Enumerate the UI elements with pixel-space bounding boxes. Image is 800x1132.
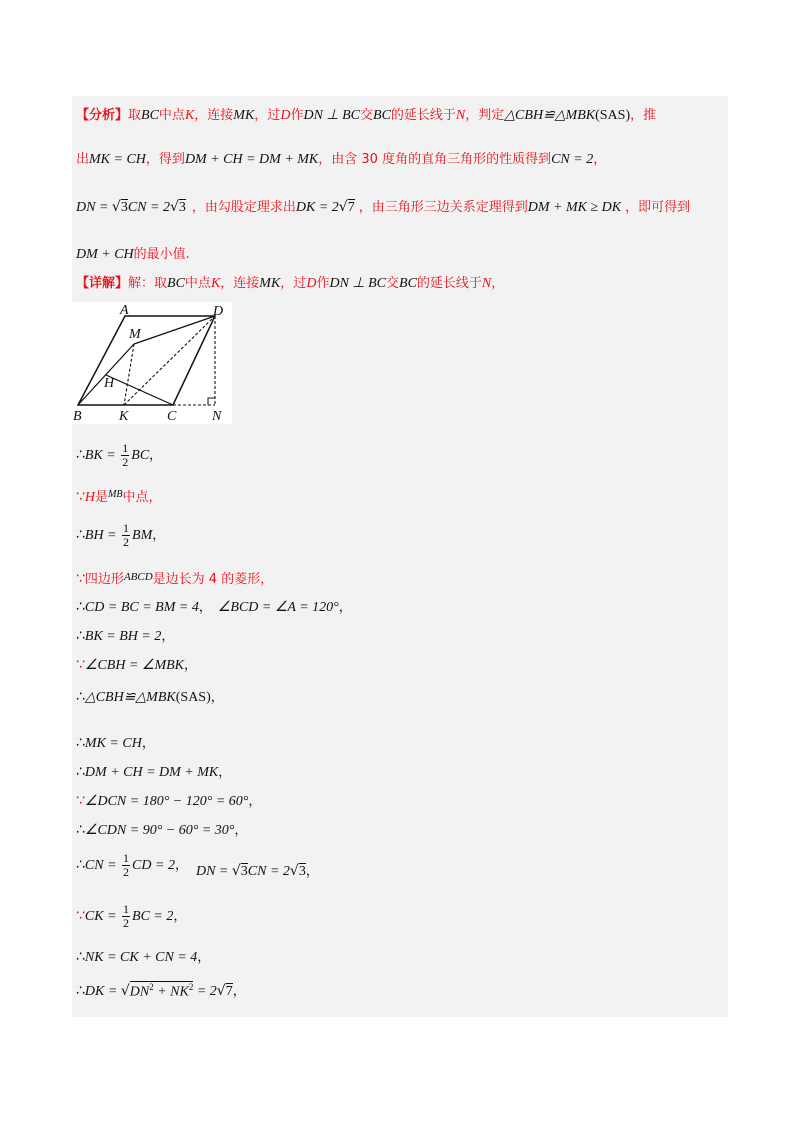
detail-line-1 xyxy=(76,272,504,292)
math: MK = CH xyxy=(84,736,142,751)
text: ，连接 xyxy=(220,276,260,291)
math: + NK xyxy=(153,984,189,999)
math: DM + CH = DM + MK xyxy=(184,152,319,167)
text: 的延长线于 xyxy=(390,108,456,123)
step-2 xyxy=(76,486,162,506)
math: BC xyxy=(141,108,159,123)
label-c: C xyxy=(167,409,177,424)
step-7 xyxy=(76,654,197,674)
denominator: 2 xyxy=(123,535,130,549)
step-3 xyxy=(76,522,165,549)
analysis-line-2 xyxy=(76,148,606,168)
text: 作 xyxy=(316,276,330,291)
label-k: K xyxy=(119,409,129,424)
text: ，判定 xyxy=(465,108,505,123)
label-d: D xyxy=(213,304,224,319)
punct: ， xyxy=(152,528,166,543)
math: DK = xyxy=(84,984,121,999)
step-14 xyxy=(76,903,186,930)
analysis-line-4 xyxy=(76,243,190,263)
therefore-symbol: ∴ xyxy=(76,983,85,999)
therefore-symbol: ∴ xyxy=(76,628,85,644)
math: DN ⊥ BC xyxy=(303,108,360,123)
text: 的最小值. xyxy=(133,247,190,262)
math: NK = CK + CN = 4 xyxy=(84,950,198,965)
math: H xyxy=(84,490,96,505)
math: D xyxy=(306,276,317,291)
math: △CBH≌△MBK xyxy=(84,690,176,705)
math: MB xyxy=(108,489,123,500)
math: 3 xyxy=(240,864,248,879)
rhombus-figure xyxy=(72,302,232,424)
therefore-symbol: ∴ xyxy=(76,822,85,838)
analysis-line-3: DN = √3CN = 2√3 ，由勾股定理求出DK = 2√7 ，由三角形三边关系定理得到DM + MK ≥ DK ，即可得到 xyxy=(76,199,691,215)
math: CK = xyxy=(84,909,121,924)
because-symbol: ∵ xyxy=(76,571,85,587)
math: CN = xyxy=(84,858,121,873)
text: ， xyxy=(593,152,607,167)
punct: ， xyxy=(305,864,319,879)
text: 交 xyxy=(360,108,374,123)
punct: ， xyxy=(161,629,175,644)
math: DN ⊥ BC xyxy=(329,276,386,291)
denominator: 2 xyxy=(122,455,129,469)
math: DM + MK ≥ DK xyxy=(527,200,622,215)
text: 是边长为 4 的菱形， xyxy=(152,572,274,587)
therefore-symbol: ∴ xyxy=(76,857,85,873)
math: DM + CH = DM + MK xyxy=(84,765,219,780)
punct: ， xyxy=(232,984,246,999)
math: DK = 2 xyxy=(295,200,339,215)
math: ∠DCN = 180° − 120° = 60° xyxy=(84,794,249,809)
because-symbol: ∵ xyxy=(76,657,85,673)
text: 出 xyxy=(76,152,90,167)
math: BK = xyxy=(84,448,120,463)
math: BH = xyxy=(84,528,121,543)
therefore-symbol: ∴ xyxy=(76,764,85,780)
step-4 xyxy=(76,568,273,587)
detail-tag: 【详解】 xyxy=(76,276,129,291)
label-h: H xyxy=(104,376,115,391)
denominator: 2 xyxy=(123,865,130,879)
fraction xyxy=(122,522,130,549)
step-1 xyxy=(76,442,162,469)
text: 交 xyxy=(386,276,400,291)
punct: ， xyxy=(248,794,262,809)
math: BK = BH = 2 xyxy=(84,629,162,644)
text: ， xyxy=(491,276,505,291)
numerator: 1 xyxy=(123,851,130,865)
math: 7 xyxy=(225,984,233,999)
step-9 xyxy=(76,732,155,752)
math: ABCD xyxy=(123,571,153,583)
punct: ， xyxy=(198,600,212,615)
therefore-symbol: ∴ xyxy=(76,527,85,543)
text: 中点 xyxy=(158,108,185,123)
text: ，由勾股定理求出 xyxy=(191,200,296,215)
math: 3 xyxy=(120,200,128,215)
punct: ， xyxy=(234,823,248,838)
fraction xyxy=(122,903,130,930)
text: ，连接 xyxy=(194,108,234,123)
text: 中点， xyxy=(122,490,162,505)
text: ，由三角形三边关系定理得到 xyxy=(358,200,528,215)
therefore-symbol: ∴ xyxy=(76,447,85,463)
therefore-symbol: ∴ xyxy=(76,949,85,965)
punct: ， xyxy=(173,909,187,924)
math: BM xyxy=(132,528,153,543)
step-15 xyxy=(76,946,210,966)
label-b: B xyxy=(73,409,82,424)
numerator: 1 xyxy=(123,521,130,535)
punct: ， xyxy=(149,448,163,463)
math: BC xyxy=(131,448,150,463)
text: 解：取 xyxy=(128,276,168,291)
denominator: 2 xyxy=(123,916,130,930)
math: 2 xyxy=(188,981,194,992)
punct: ， xyxy=(218,765,232,780)
math: DN xyxy=(129,984,150,999)
step-13: ∴CN = $\frac{1}{2}$ CD = 2， DN = √3CN = 2√3， xyxy=(76,851,319,879)
punct: ， xyxy=(174,858,188,873)
numerator: 1 xyxy=(123,902,130,916)
fraction xyxy=(122,852,130,879)
text: ，得到 xyxy=(145,152,185,167)
math: CN = 2 xyxy=(247,864,290,879)
text: 取 xyxy=(128,108,142,123)
step-12 xyxy=(76,819,247,839)
label-m: M xyxy=(129,327,141,342)
punct: ， xyxy=(210,690,224,705)
text: 四边形 xyxy=(84,572,124,587)
math: BC xyxy=(373,108,391,123)
text: ，推 xyxy=(630,108,657,123)
math: K xyxy=(184,108,195,123)
math: CN = 2 xyxy=(127,200,170,215)
math: 7 xyxy=(347,200,355,215)
punct: ， xyxy=(197,950,211,965)
step-16: ∴DK = $√DN^2 + NK^2 = 2√7$， xyxy=(76,981,246,999)
math: N xyxy=(481,276,492,291)
math: K xyxy=(210,276,221,291)
step-11 xyxy=(76,790,261,810)
because-symbol: ∵ xyxy=(76,489,85,505)
fraction xyxy=(121,442,129,469)
therefore-symbol: ∴ xyxy=(76,735,85,751)
punct: ， xyxy=(141,736,155,751)
because-symbol: ∵ xyxy=(76,908,85,924)
math: CD = BC = BM = 4 xyxy=(84,600,199,615)
step-8 xyxy=(76,686,224,706)
text: 作 xyxy=(290,108,304,123)
text: 中点 xyxy=(184,276,211,291)
math: BC = 2 xyxy=(132,909,174,924)
text: 的延长线于 xyxy=(416,276,482,291)
therefore-symbol: ∴ xyxy=(76,689,85,705)
math: MK xyxy=(233,108,255,123)
math: ∠CDN = 90° − 60° = 30° xyxy=(84,823,235,838)
math: CD = 2 xyxy=(132,858,175,873)
math: N xyxy=(455,108,466,123)
text: ，即可得到 xyxy=(625,200,691,215)
analysis-tag: 【分析】 xyxy=(76,108,129,123)
math: (SAS) xyxy=(175,690,211,705)
text: ，过 xyxy=(280,276,307,291)
step-6 xyxy=(76,625,174,645)
text: ，过 xyxy=(254,108,281,123)
math: ∠CBH = ∠MBK xyxy=(84,658,185,673)
step-5 xyxy=(76,596,352,616)
text: 是 xyxy=(95,490,109,505)
punct: ， xyxy=(184,658,198,673)
label-n: N xyxy=(212,409,222,424)
math: 3 xyxy=(298,864,306,879)
math: MK xyxy=(259,276,281,291)
math: DN = xyxy=(76,200,112,215)
math: MK = CH xyxy=(89,152,146,167)
label-a: A xyxy=(120,303,129,318)
text: ，由含 30 度角的直角三角形的性质得到 xyxy=(318,152,552,167)
punct: ， xyxy=(338,600,352,615)
analysis-line-1 xyxy=(76,104,656,124)
because-symbol: ∵ xyxy=(76,793,85,809)
math: 3 xyxy=(178,200,186,215)
math: = 2 xyxy=(193,984,217,999)
math: (SAS) xyxy=(595,108,631,123)
math: CN = 2 xyxy=(551,152,594,167)
math: ∠BCD = ∠A = 120° xyxy=(217,600,339,615)
math: BC xyxy=(167,276,185,291)
step-10 xyxy=(76,761,231,781)
math: 2 xyxy=(149,981,154,992)
math: △CBH≌△MBK xyxy=(504,108,596,123)
math: D xyxy=(280,108,291,123)
numerator: 1 xyxy=(122,441,129,455)
math: BC xyxy=(399,276,417,291)
math: DM + CH xyxy=(76,247,134,262)
math: DN = xyxy=(195,864,232,879)
therefore-symbol: ∴ xyxy=(76,599,85,615)
